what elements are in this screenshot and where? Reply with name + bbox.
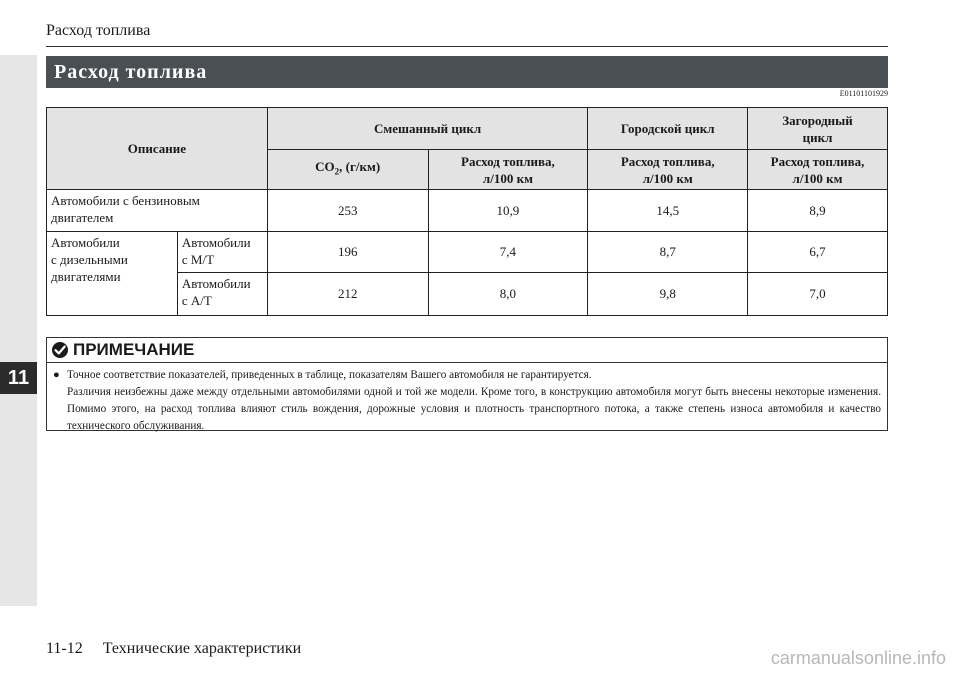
- header-fc-mixed: [428, 150, 588, 190]
- header-extra-urban-line2: цикл: [802, 129, 833, 145]
- header-urban-cycle: Городской цикл: [588, 108, 748, 150]
- co2-subscript: 2: [334, 166, 340, 177]
- note-box: [46, 337, 888, 431]
- header-fc-extra-urban: [748, 150, 888, 190]
- row-label-line: двигателем: [51, 210, 114, 225]
- fc-unit: л/100 км: [482, 170, 533, 186]
- header-co2: [267, 150, 428, 190]
- table-row-petrol: [47, 190, 888, 232]
- diesel-mt-co2: 196: [267, 232, 428, 273]
- note-line-2: Различия неизбежны даже между отдельными автомобилями одной и той же модели. Кроме того, в конструкцию автомобиля могут быть внесены некоторые изменения. Помимо этого, на расход топлива влияют стиль вождения, дорожные условия и плотность транспортного потока, а также степень износа автомобиля и качество технического обслуживания.: [67, 386, 881, 432]
- chapter-name: Технические характеристики: [102, 640, 302, 657]
- fuel-consumption-table: [46, 107, 888, 316]
- diesel-at-co2: 212: [267, 273, 428, 316]
- petrol-urban: 14,5: [588, 190, 748, 232]
- header-extra-urban-line1: Загородный: [782, 112, 853, 128]
- row-label-line: Автомобили с бензиновым: [51, 193, 200, 208]
- running-head: Расход топлива: [46, 22, 151, 39]
- fc-unit: л/100 км: [792, 170, 843, 186]
- header-extra-urban-cycle: [748, 108, 888, 150]
- document-code: E01101101929: [839, 89, 888, 98]
- bullet-icon: ●: [53, 369, 60, 381]
- note-check-icon: [51, 341, 69, 359]
- row-label-line: с дизельными: [51, 252, 128, 267]
- watermark: carmanualsonline.info: [770, 648, 946, 668]
- side-strip: [0, 55, 37, 606]
- diesel-mt-mixed: 7,4: [428, 232, 588, 273]
- diesel-at-extra-urban: 7,0: [748, 273, 888, 316]
- row-label-line: с M/T: [181, 252, 215, 267]
- diesel-at-mixed: 8,0: [428, 273, 588, 316]
- petrol-extra-urban: 8,9: [748, 190, 888, 232]
- note-line-1: Точное соответствие показателей, приведенных в таблице, показателям Вашего автомобиля не гарантируется.: [67, 369, 592, 381]
- diesel-mt-urban: 8,7: [588, 232, 748, 273]
- row-label-diesel-mt: [177, 232, 267, 273]
- row-label-petrol: [47, 190, 268, 232]
- chapter-tab: 11: [0, 362, 37, 394]
- diesel-at-urban: 9,8: [588, 273, 748, 316]
- row-label-line: двигателями: [51, 269, 121, 284]
- page-number: 11-12: [46, 640, 83, 657]
- row-label-diesel-group: [47, 232, 178, 316]
- co2-symbol: CO: [315, 159, 335, 175]
- section-title: Расход топлива: [46, 56, 888, 88]
- header-fc-urban: [588, 150, 748, 190]
- diesel-mt-extra-urban: 6,7: [748, 232, 888, 273]
- row-label-line: Автомобили: [181, 235, 251, 250]
- petrol-mixed: 10,9: [428, 190, 588, 232]
- row-label-line: с A/T: [181, 293, 212, 308]
- fc-label: Расход топлива,: [770, 153, 865, 169]
- co2-unit: , (г/км): [339, 159, 381, 175]
- page-footer: [46, 640, 301, 658]
- header-description: Описание: [47, 108, 268, 190]
- fc-unit: л/100 км: [642, 170, 693, 186]
- row-label-line: Автомобили: [51, 235, 120, 250]
- row-label-diesel-at: [177, 273, 267, 316]
- row-label-line: Автомобили: [181, 276, 251, 291]
- header-rule: [46, 46, 888, 47]
- table-row-diesel-mt: [47, 232, 888, 273]
- note-title: ПРИМЕЧАНИЕ: [73, 340, 195, 359]
- petrol-co2: 253: [267, 190, 428, 232]
- note-header: [47, 338, 887, 363]
- fc-label: Расход топлива,: [620, 153, 715, 169]
- header-mixed-cycle: Смешанный цикл: [267, 108, 587, 150]
- fc-label: Расход топлива,: [461, 153, 555, 169]
- note-body: [47, 363, 887, 435]
